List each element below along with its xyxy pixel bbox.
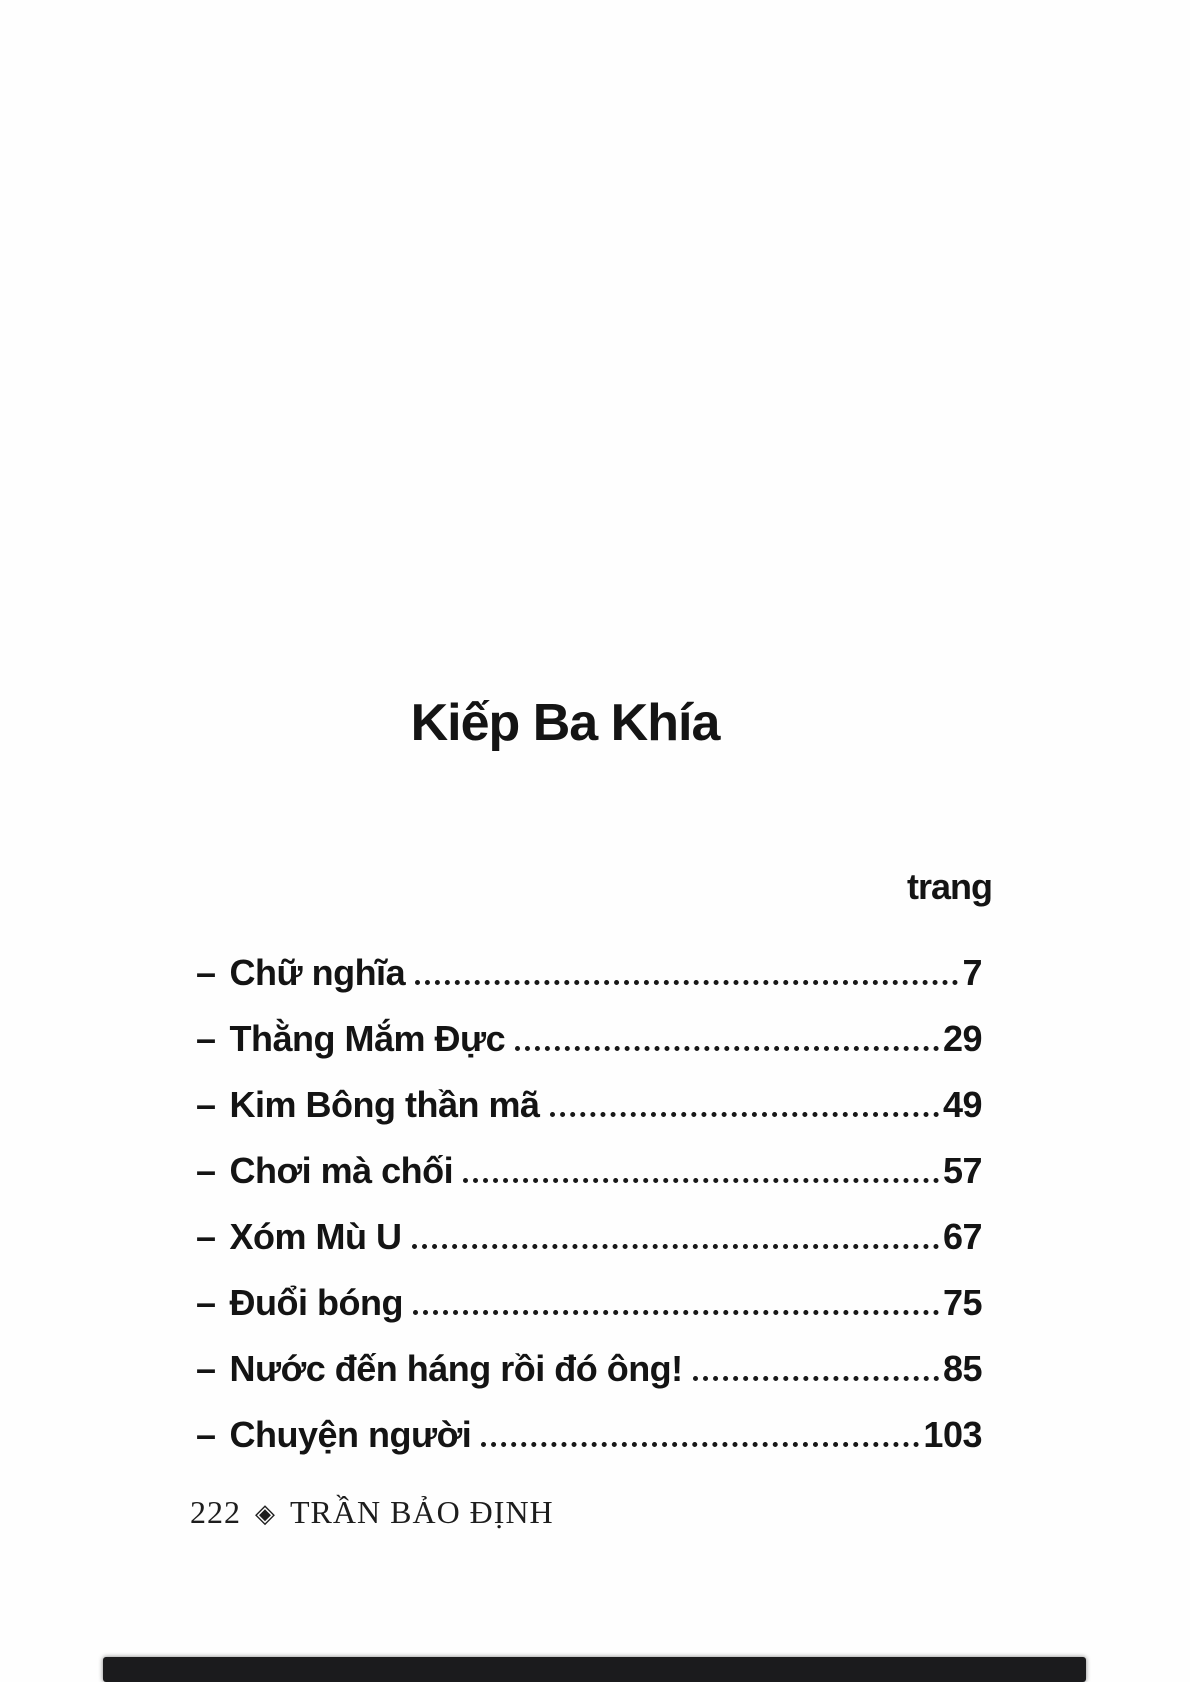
toc-entry	[196, 1394, 982, 1460]
page-edge-shadow	[103, 1657, 1086, 1682]
dash-bullet: –	[196, 1413, 216, 1455]
toc-entry	[196, 1262, 982, 1328]
toc-entry-page: 7	[962, 951, 982, 993]
toc-entry-label: Thằng Mắm Đực	[229, 1017, 506, 1059]
dash-bullet: –	[196, 1149, 216, 1191]
dot-leader	[693, 1376, 939, 1381]
toc-entry-label: Xóm Mù U	[229, 1215, 402, 1257]
dot-leader	[413, 1310, 939, 1315]
dash-bullet: –	[196, 1083, 216, 1125]
table-of-contents	[196, 932, 982, 1460]
toc-entry	[196, 998, 982, 1064]
toc-entry-label: Chuyện người	[229, 1413, 472, 1455]
toc-entry-page: 103	[923, 1413, 982, 1455]
toc-entry-label: Kim Bông thần mã	[229, 1083, 540, 1125]
toc-entry	[196, 932, 982, 998]
toc-entry	[196, 1196, 982, 1262]
dash-bullet: –	[196, 1215, 216, 1257]
dash-bullet: –	[196, 951, 216, 993]
page-column-header: trang	[907, 866, 992, 907]
page-footer	[190, 1494, 554, 1531]
toc-entry	[196, 1064, 982, 1130]
dot-leader	[550, 1112, 939, 1117]
toc-entry	[196, 1130, 982, 1196]
toc-entry-page: 57	[942, 1149, 982, 1191]
toc-entry-page: 29	[942, 1017, 982, 1059]
dash-bullet: –	[196, 1281, 216, 1323]
dash-bullet: –	[196, 1347, 216, 1389]
toc-entry-label: Nước đến háng rồi đó ông!	[229, 1347, 683, 1389]
folio-page-number: 222	[190, 1494, 241, 1530]
dot-leader	[412, 1244, 939, 1249]
dash-bullet: –	[196, 1017, 216, 1059]
toc-entry-label: Đuổi bóng	[229, 1281, 403, 1323]
page-title: Kiếp Ba Khía	[410, 694, 720, 752]
dot-leader	[415, 980, 958, 985]
diamond-icon: ◈	[255, 1498, 276, 1528]
author-name: TRẦN BẢO ĐỊNH	[290, 1494, 554, 1530]
toc-entry	[196, 1328, 982, 1394]
dot-leader	[515, 1046, 939, 1051]
toc-entry-page: 75	[942, 1281, 982, 1323]
toc-entry-page: 67	[942, 1215, 982, 1257]
toc-entry-page: 85	[942, 1347, 982, 1389]
toc-entry-label: Chơi mà chối	[229, 1149, 454, 1191]
dot-leader	[481, 1442, 919, 1447]
dot-leader	[463, 1178, 939, 1183]
toc-entry-page: 49	[942, 1083, 982, 1125]
toc-entry-label: Chữ nghĩa	[229, 951, 406, 993]
